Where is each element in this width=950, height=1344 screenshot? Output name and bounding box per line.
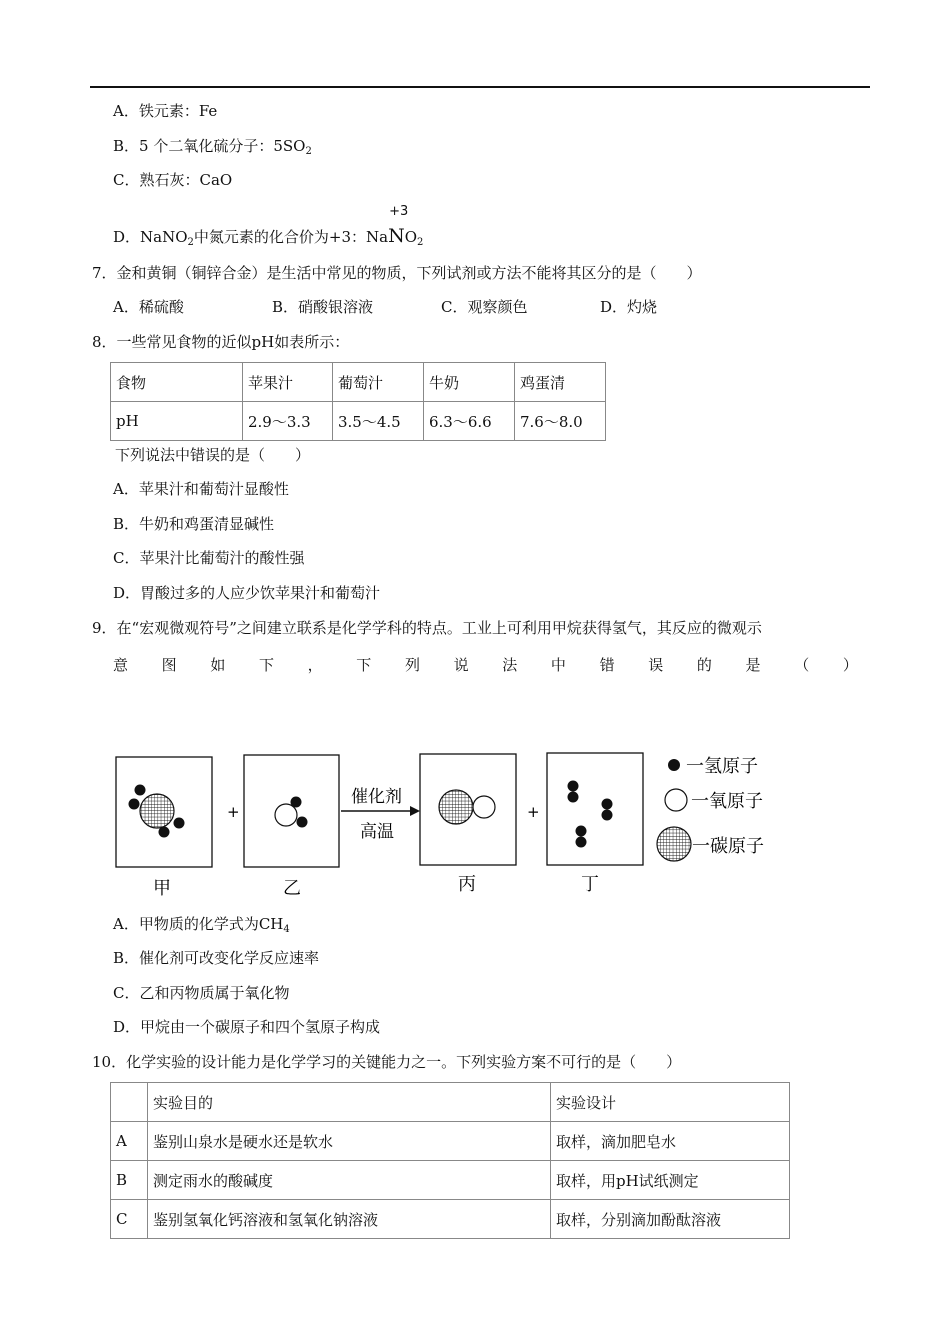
table-cell: pH (111, 402, 243, 441)
stem-char: 法 (502, 656, 518, 674)
table-cell: 葡萄汁 (333, 363, 424, 402)
table-cell: 2.9～3.3 (243, 402, 333, 441)
plus-sign: + (227, 803, 240, 821)
q6-option-d: D．NaNO$_2$中氮元素的化合价为+3：Na +3 $NO_2$ (113, 204, 424, 248)
legend-carbon-label: 一碳原子 (692, 836, 764, 857)
label-ding: 丁 (581, 874, 599, 895)
table-cell: 取样，用pH试纸测定 (551, 1161, 790, 1200)
q8-option-b: B．牛奶和鸡蛋清显碱性 (113, 515, 275, 533)
stem-char: 图 (161, 656, 177, 674)
reaction-diagram (100, 740, 780, 905)
carbon-atom (140, 794, 174, 828)
stem-char: ） (842, 656, 858, 674)
q9-option-b: B．催化剂可改变化学反应速率 (113, 949, 320, 967)
stem-char: 错 (599, 656, 615, 674)
table-cell: A (111, 1122, 148, 1161)
table-cell: 取样，滴加肥皂水 (551, 1122, 790, 1161)
q6-option-b: B．5 个二氧化硫分子：$5SO_2$ (113, 137, 312, 157)
experiment-table (110, 1082, 790, 1239)
q8-option-d: D．胃酸过多的人应少饮苹果汁和葡萄汁 (113, 584, 381, 602)
table-cell: B (111, 1161, 148, 1200)
stem-char: 是 (745, 656, 761, 674)
oxygen-atom (275, 804, 297, 826)
table-cell: 实验目的 (148, 1083, 551, 1122)
hydrogen-atom (291, 797, 302, 808)
stem-char: 如 (210, 656, 226, 674)
stem-char: 中 (550, 656, 566, 674)
box-ding (547, 753, 643, 865)
q9-option-c: C．乙和丙物质属于氧化物 (113, 984, 290, 1002)
label-yi: 乙 (283, 878, 301, 899)
q9-option-a: A．甲物质的化学式为$CH_4$ (113, 915, 290, 935)
stem-char: 下 (258, 656, 274, 674)
legend-hydrogen-label: 一氢原子 (686, 756, 758, 777)
hydrogen-atom (174, 818, 185, 829)
hydrogen-atom (297, 817, 308, 828)
catalyst-label: 催化剂 (351, 787, 402, 807)
table-row (111, 363, 606, 402)
q9-stem-line2 (113, 655, 858, 675)
q8-option-c: C．苹果汁比葡萄汁的酸性强 (113, 549, 305, 567)
q7-option-c: C．观察颜色 (441, 298, 528, 316)
table-cell: 食物 (111, 363, 243, 402)
table-cell (111, 1083, 148, 1122)
stem-char: ， (307, 656, 323, 674)
stem-char: 意 (113, 656, 129, 674)
stem-char: （ (794, 656, 810, 674)
hydrogen-atom (135, 785, 146, 796)
table-cell: 取样，分别滴加酚酞溶液 (551, 1200, 790, 1239)
table-cell: C (111, 1200, 148, 1239)
q7-option-b: B．硝酸银溶液 (272, 298, 374, 316)
legend-carbon-swatch (657, 827, 691, 861)
table-row (111, 1200, 790, 1239)
stem-char: 说 (453, 656, 469, 674)
q7-stem: 7．金和黄铜（铜锌合金）是生活中常见的物质，下列试剂或方法不能将其区分的是（ ） (92, 264, 702, 282)
q6-option-c: C．熟石灰：CaO (113, 171, 233, 189)
table-cell: 鉴别山泉水是硬水还是软水 (148, 1122, 551, 1161)
table-cell: 7.6～8.0 (515, 402, 606, 441)
table-row (111, 402, 606, 441)
q8-stem: 8．一些常见食物的近似pH如表所示： (92, 333, 350, 351)
hydrogen-atom (568, 781, 579, 792)
hydrogen-atom (568, 792, 579, 803)
hydrogen-atom (159, 827, 170, 838)
hydrogen-atom (576, 826, 587, 837)
table-row (111, 1083, 790, 1122)
hydrogen-atom (602, 810, 613, 821)
stem-char: 下 (356, 656, 372, 674)
legend-oxygen-swatch (665, 789, 687, 811)
condition-label: 高温 (360, 822, 394, 842)
table-cell: 测定雨水的酸碱度 (148, 1161, 551, 1200)
hydrogen-atom (576, 837, 587, 848)
q9-stem: 9．在“宏观微观符号”之间建立联系是化学学科的特点。工业上可利用甲烷获得氢气，其反应的微观示 (92, 619, 762, 637)
valence-notation: +3 N (388, 204, 409, 247)
legend-oxygen-label: 一氧原子 (691, 791, 763, 812)
q7-option-a: A．稀硫酸 (113, 298, 184, 316)
table-cell: 鸡蛋清 (515, 363, 606, 402)
q10-stem: 10．化学实验的设计能力是化学学习的关键能力之一。下列实验方案不可行的是（ ） (92, 1053, 682, 1071)
table-cell: 牛奶 (424, 363, 515, 402)
table-row (111, 1122, 790, 1161)
hydrogen-atom (129, 799, 140, 810)
plus-sign: + (527, 803, 540, 821)
oxygen-atom (473, 796, 495, 818)
table-cell: 6.3～6.6 (424, 402, 515, 441)
legend-hydrogen-swatch (668, 759, 680, 771)
stem-char: 误 (648, 656, 664, 674)
label-bing: 丙 (458, 874, 476, 895)
carbon-atom (439, 790, 473, 824)
q6-option-a: A．铁元素：Fe (113, 102, 218, 120)
table-cell: 苹果汁 (243, 363, 333, 402)
header-rule (90, 86, 870, 88)
table-cell: 实验设计 (551, 1083, 790, 1122)
stem-char: 列 (404, 656, 420, 674)
q8-option-a: A．苹果汁和葡萄汁显酸性 (113, 480, 289, 498)
table-cell: 3.5～4.5 (333, 402, 424, 441)
hydrogen-atom (602, 799, 613, 810)
arrow-head (410, 806, 420, 816)
ph-table (110, 362, 606, 441)
table-row (111, 1161, 790, 1200)
q7-option-d: D．灼烧 (600, 298, 658, 316)
q9-option-d: D．甲烷由一个碳原子和四个氢原子构成 (113, 1018, 381, 1036)
stem-char: 的 (696, 656, 712, 674)
q8-follow: 下列说法中错误的是（ ） (115, 446, 311, 464)
label-jia: 甲 (153, 878, 171, 899)
table-cell: 鉴别氢氧化钙溶液和氢氧化钠溶液 (148, 1200, 551, 1239)
